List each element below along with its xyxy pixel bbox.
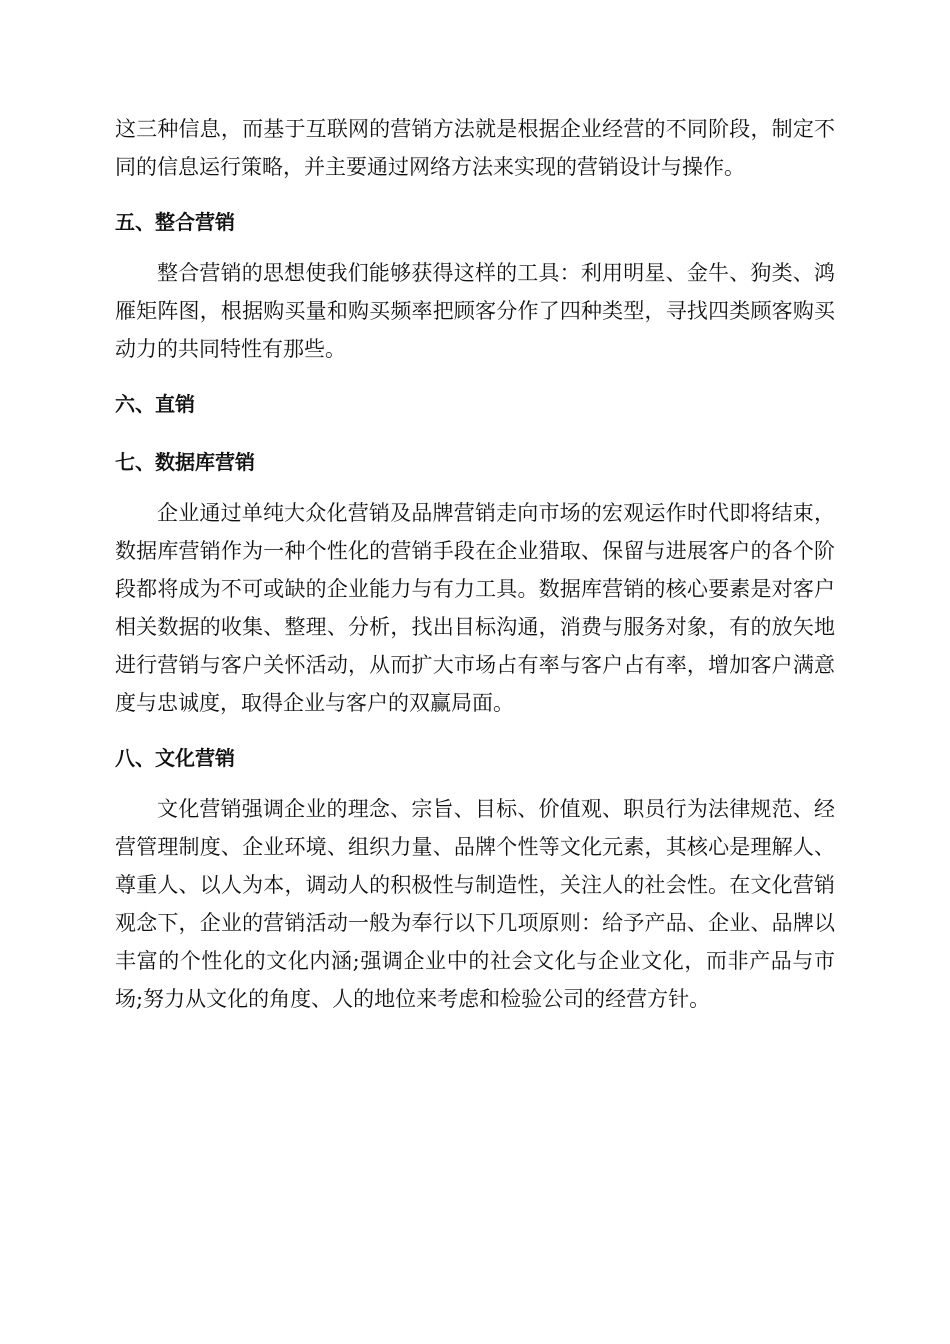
heading-direct-sales: 六、直销 [115,392,195,416]
paragraph-cultural-marketing: 文化营销强调企业的理念、宗旨、目标、价值观、职员行为法律规范、经营管理制度、企业环境、组织力量、品牌个性等文化元素，其核心是理解人、尊重人、以人为本，调动人的积极性与制造性，关注人的社会性。在文化营销观念下，企业的营销活动一般为奉行以下几项原则：给予产品、企业、品牌以丰富的个性化的文化内涵;强调企业中的社会文化与企业文化，而非产品与市场;努力从文化的角度、人的地位来考虑和检验公司的经营方针。 [115,797,835,1011]
document-page [115,110,835,1018]
heading-database-marketing: 七、数据库营销 [115,450,255,474]
paragraph-database-marketing: 企业通过单纯大众化营销及品牌营销走向市场的宏观运作时代即将结束，数据库营销作为一种个性化的营销手段在企业猎取、保留与进展客户的各个阶段都将成为不可或缺的企业能力与有力工具。数据库营销的核心要素是对客户相关数据的收集、整理、分析，找出目标沟通，消费与服务对象，有的放矢地进行营销与客户关怀活动，从而扩大市场占有率与客户占有率，增加客户满意度与忠诚度，取得企业与客户的双赢局面。 [115,501,835,715]
heading-cultural-marketing: 八、文化营销 [115,746,235,770]
heading-integrated-marketing: 五、整合营销 [115,210,235,234]
paragraph-intro: 这三种信息，而基于互联网的营销方法就是根据企业经营的不同阶段，制定不同的信息运行策略，并主要通过网络方法来实现的营销设计与操作。 [115,117,835,179]
paragraph-integrated-marketing: 整合营销的思想使我们能够获得这样的工具：利用明星、金牛、狗类、鸿雁矩阵图，根据购买量和购买频率把顾客分作了四种类型，寻找四类顾客购买动力的共同特性有那些。 [115,261,835,361]
